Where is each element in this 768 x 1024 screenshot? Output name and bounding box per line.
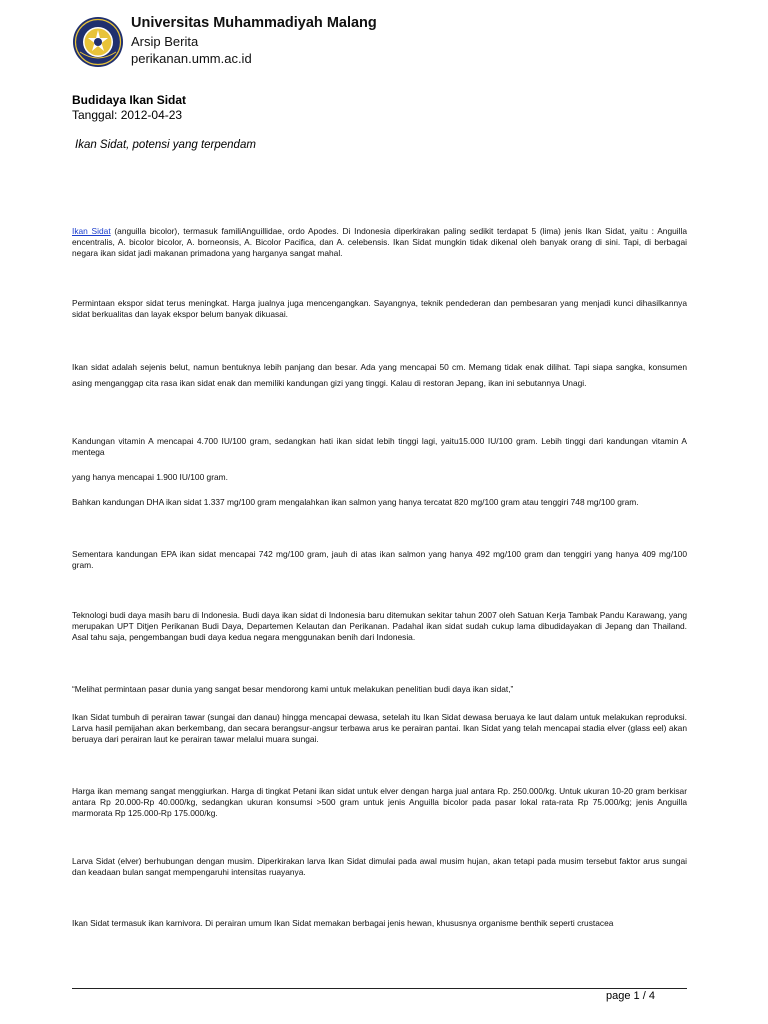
paragraph-8: Teknologi budi daya masih baru di Indonesia. Budi daya ikan sidat di Indonesia baru ditemukan sekitar tahun 2007 oleh Satuan Kerja Tambak Pandu Karawang, yang merupakan UPT Ditjen Perikanan Budi Daya, Departemen Kelautan dan Perikanan. Padahal ikan sidat sudah cukup lama dibudidayakan di Jepang dan Thailand. Asal tahu saja, pengembangan budi daya kedua negara menggunakan benih dari Indonesia. [72, 610, 687, 642]
paragraph-13: Ikan Sidat termasuk ikan karnivora. Di perairan umum Ikan Sidat memakan berbagai jenis hewan, khususnya organisme benthik seperti crustacea [72, 918, 614, 928]
paragraph-4: Kandungan vitamin A mencapai 4.700 IU/100 gram, sedangkan hati ikan sidat lebih tinggi lagi, yaitu15.000 IU/100 gram. Lebih tinggi dari kandungan vitamin A mentega [72, 436, 687, 457]
ikan-sidat-link[interactable]: Ikan Sidat [72, 226, 111, 236]
paragraph-9: “Melihat permintaan pasar dunia yang sangat besar mendorong kami untuk melakukan penelitian budi daya ikan sidat,” [72, 684, 514, 694]
paragraph-12: Larva Sidat (elver) berhubungan dengan musim. Diperkirakan larva Ikan Sidat dimulai pada awal musim hujan, akan tetapi pada musim tersebut faktor arus sungai dan keadaan bulan sangat mempengaruhi intensitas ruayanya. [72, 856, 687, 877]
university-name: Universitas Muhammadiyah Malang [131, 15, 377, 31]
article-title: Budidaya Ikan Sidat [72, 93, 187, 107]
paragraph-6: Bahkan kandungan DHA ikan sidat 1.337 mg/100 gram mengalahkan ikan salmon yang hanya tercatat 820 mg/100 gram atau tenggiri 748 mg/100 gram. [72, 497, 639, 507]
paragraph-3: Ikan sidat adalah sejenis belut, namun bentuknya lebih panjang dan besar. Ada yang mencapai 50 cm. Memang tidak enak dilihat. Tapi siapa sangka, konsumen asing menganggap cita rasa ikan sidat enak dan memiliki kandungan gizi yang tinggi. Kalau di restoran Jepang, ikan ini sebutannya Unagi. [72, 362, 687, 388]
paragraph-5: yang hanya mencapai 1.900 IU/100 gram. [72, 472, 228, 482]
paragraph-1 [72, 226, 687, 258]
paragraph-10: Ikan Sidat tumbuh di perairan tawar (sungai dan danau) hingga mencapai dewasa, setelah itu Ikan Sidat dewasa beruaya ke laut dalam untuk melakukan reproduksi. Larva hasil pemijahan akan berkembang, dan secara berangsur-angsur terbawa arus ke perairan pantai. Ikan Sidat yang telah mencapai stadia elver (glass eel) akan beruaya dari perairan laut ke perairan tawar melalui muara sungai. [72, 712, 687, 744]
website-url[interactable]: perikanan.umm.ac.id [131, 51, 252, 66]
document-header [72, 14, 692, 74]
page-number: page 1 / 4 [606, 990, 655, 1002]
footer-divider [72, 988, 687, 989]
paragraph-2: Permintaan ekspor sidat terus meningkat. Harga jualnya juga mencengangkan. Sayangnya, teknik pendederan dan pembesaran yang menjadi kunci dihasilkannya sidat berkualitas dan layak ekspor belum banyak dikuasai. [72, 298, 687, 319]
paragraph-1-text: (anguilla bicolor), termasuk familiAnguillidae, ordo Apodes. Di Indonesia diperkirakan paling sedikit terdapat 5 (lima) jenis Ikan Sidat, yaitu : Anguilla encentralis, A. bicolor bicolor, A. borneonsis, A. Bicolor Pacifica, dan A. celebensis. Ikan Sidat mungkin tidak dikenal oleh banyak orang di sini. Tapi, di berbagai negara ikan sidat jadi makanan primadona yang harganya sangat mahal. [72, 226, 688, 258]
article-subtitle: Ikan Sidat, potensi yang terpendam [75, 139, 256, 151]
archive-label: Arsip Berita [131, 34, 199, 49]
article-date: Tanggal: 2012-04-23 [72, 108, 183, 122]
paragraph-7: Sementara kandungan EPA ikan sidat mencapai 742 mg/100 gram, jauh di atas ikan salmon yang hanya 492 mg/100 gram dan tenggiri yang hanya 409 mg/100 gram. [72, 549, 687, 570]
umm-seal-icon [72, 16, 124, 68]
paragraph-11: Harga ikan memang sangat menggiurkan. Harga di tingkat Petani ikan sidat untuk elver dengan harga jual antara Rp. 250.000/kg. Untuk ukuran 10-20 gram berkisar antara Rp 20.000-Rp 40.000/kg, sedangkan ukuran konsumsi >500 gram untuk jenis Anguilla bicolor pada pasar lokal rata-rata Rp 75.000/kg; jenis Anguilla marmorata Rp 125.000-Rp 175.000/kg. [72, 786, 687, 818]
